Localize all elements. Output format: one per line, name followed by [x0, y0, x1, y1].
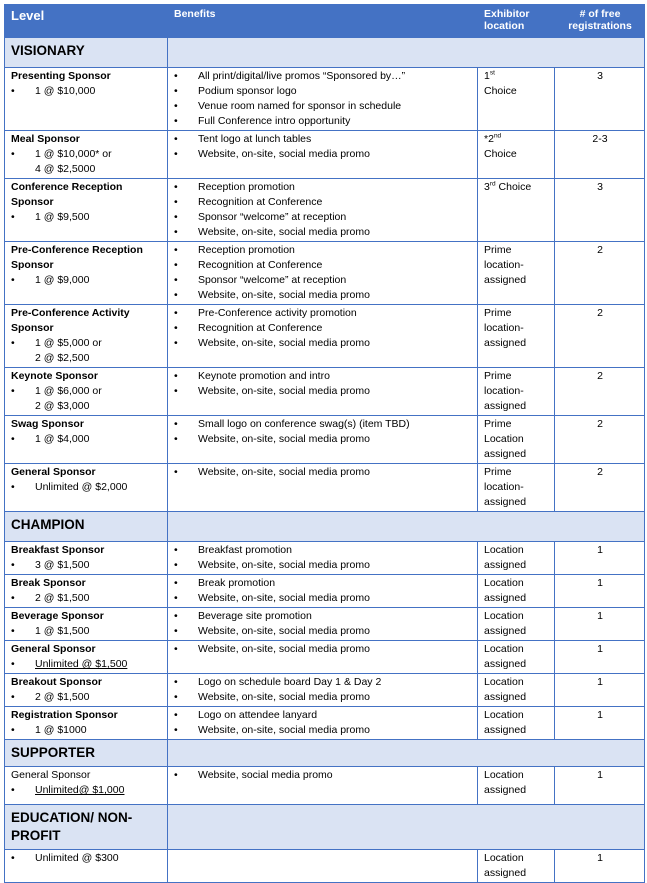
price-line: [11, 84, 162, 99]
benefit-item: • Small logo on conference swag(s) (item TBD): [174, 417, 472, 432]
price-line: [11, 851, 162, 866]
location-line: assigned: [484, 592, 527, 604]
sponsor-row: [5, 368, 645, 416]
sponsor-row: [5, 179, 645, 242]
registration-count: 3: [555, 179, 645, 242]
registration-count: 1: [555, 850, 645, 883]
section-spacer: [168, 38, 645, 68]
sponsor-row: [5, 305, 645, 368]
location-line: assigned: [484, 400, 527, 412]
price-text: 2 @ $3,000: [35, 400, 90, 412]
location-line: Prime: [484, 370, 512, 382]
sponsor-name: General Sponsor: [11, 769, 91, 781]
benefit-item: • Logo on schedule board Day 1 & Day 2: [174, 675, 472, 690]
sponsor-name: Conference Reception Sponsor: [11, 181, 123, 208]
location-line: Location: [484, 709, 524, 721]
sponsor-row: [5, 850, 645, 883]
price-line: [11, 432, 162, 447]
benefits-cell: [168, 368, 478, 416]
level-cell: [5, 542, 168, 575]
price-line: [11, 723, 162, 738]
price-text: 3 @ $1,500: [35, 559, 90, 571]
price-line: [11, 558, 162, 573]
sponsor-row: [5, 575, 645, 608]
location-line: 3rd Choice: [484, 180, 532, 193]
location-cell: [478, 767, 555, 805]
location-cell: [478, 305, 555, 368]
sponsor-row: [5, 641, 645, 674]
benefits-cell: [168, 850, 478, 883]
price-line: [11, 147, 162, 162]
section-row: [5, 38, 645, 68]
level-cell: [5, 850, 168, 883]
location-line: assigned: [484, 337, 527, 349]
sponsor-row: [5, 464, 645, 512]
benefits-cell: [168, 242, 478, 305]
section-title: CHAMPION: [5, 512, 168, 542]
location-line: location-: [484, 481, 524, 493]
sponsor-row: [5, 68, 645, 131]
sponsor-name: General Sponsor: [11, 643, 96, 655]
location-line: *2nd: [484, 132, 502, 145]
sponsor-name: Presenting Sponsor: [11, 70, 111, 82]
level-cell: [5, 464, 168, 512]
location-cell: [478, 464, 555, 512]
benefit-item: • Website, on-site, social media promo: [174, 288, 472, 303]
sponsor-row: [5, 542, 645, 575]
price-text: Unlimited @ $2,000: [35, 481, 128, 493]
location-line: Prime: [484, 466, 512, 478]
registration-count: 1: [555, 608, 645, 641]
location-cell: [478, 242, 555, 305]
benefit-item: • Keynote promotion and intro: [174, 369, 472, 384]
sponsor-name: Keynote Sponsor: [11, 370, 98, 382]
price-line: [11, 783, 162, 798]
location-header: Exhibitor location: [478, 5, 555, 38]
location-cell: [478, 707, 555, 740]
benefits-header: Benefits: [168, 5, 478, 38]
benefit-item: • Breakfast promotion: [174, 543, 472, 558]
price-text: 1 @ $10,000* or: [35, 148, 112, 160]
registration-count: 1: [555, 707, 645, 740]
location-line: Location: [484, 769, 524, 781]
benefit-item: • Reception promotion: [174, 180, 472, 195]
benefit-item: • Website, social media promo: [174, 768, 472, 783]
location-line: Location: [484, 643, 524, 655]
sponsor-row: [5, 674, 645, 707]
location-line: Location: [484, 433, 524, 445]
benefits-cell: [168, 674, 478, 707]
location-line: Location: [484, 544, 524, 556]
price-line: [11, 624, 162, 639]
location-cell: [478, 575, 555, 608]
section-spacer: [168, 512, 645, 542]
sponsor-row: [5, 608, 645, 641]
location-line: assigned: [484, 658, 527, 670]
registrations-header: # of free registrations: [555, 5, 645, 38]
price-line: [11, 399, 162, 414]
location-line: assigned: [484, 448, 527, 460]
benefit-item: • All print/digital/live promos “Sponsored by…”: [174, 69, 472, 84]
sponsor-name: Registration Sponsor: [11, 709, 118, 721]
location-line: Choice: [484, 148, 517, 160]
registration-count: 2: [555, 416, 645, 464]
section-title: VISIONARY: [5, 38, 168, 68]
location-line: Prime: [484, 418, 512, 430]
section-row: [5, 740, 645, 767]
price-line: [11, 591, 162, 606]
price-text: Unlimited@ $1,000: [35, 784, 125, 796]
level-cell: [5, 68, 168, 131]
level-cell: [5, 368, 168, 416]
registration-count: 1: [555, 767, 645, 805]
benefit-item: • Sponsor “welcome” at reception: [174, 210, 472, 225]
location-line: assigned: [484, 559, 527, 571]
benefit-item: • Website, on-site, social media promo: [174, 384, 472, 399]
location-line: 1st: [484, 69, 495, 82]
benefits-cell: [168, 464, 478, 512]
sponsor-name: Pre-Conference Activity Sponsor: [11, 307, 130, 334]
sponsor-row: [5, 131, 645, 179]
registration-count: 2: [555, 464, 645, 512]
benefit-item: • Beverage site promotion: [174, 609, 472, 624]
location-line: Prime: [484, 244, 512, 256]
location-line: Location: [484, 610, 524, 622]
benefit-item: • Pre-Conference activity promotion: [174, 306, 472, 321]
location-line: assigned: [484, 724, 527, 736]
level-cell: [5, 179, 168, 242]
benefit-item: • Website, on-site, social media promo: [174, 225, 472, 240]
location-line: Location: [484, 676, 524, 688]
benefit-item: • Podium sponsor logo: [174, 84, 472, 99]
benefit-item: • Website, on-site, social media promo: [174, 591, 472, 606]
level-cell: [5, 242, 168, 305]
price-line: [11, 480, 162, 495]
location-cell: [478, 608, 555, 641]
sponsor-row: [5, 242, 645, 305]
location-line: assigned: [484, 496, 527, 508]
benefits-cell: [168, 608, 478, 641]
location-line: assigned: [484, 691, 527, 703]
location-line: location-: [484, 259, 524, 271]
benefits-cell: [168, 131, 478, 179]
location-line: Prime: [484, 307, 512, 319]
sponsor-name: Meal Sponsor: [11, 133, 80, 145]
location-line: location-: [484, 385, 524, 397]
benefits-cell: [168, 305, 478, 368]
price-text: 2 @ $2,500: [35, 352, 90, 364]
benefit-item: • Break promotion: [174, 576, 472, 591]
level-cell: [5, 305, 168, 368]
benefits-cell: [168, 68, 478, 131]
location-line: location-: [484, 322, 524, 334]
benefit-item: • Website, on-site, social media promo: [174, 432, 472, 447]
section-title: EDUCATION/ NON-PROFIT: [5, 805, 168, 850]
section-row: [5, 805, 645, 850]
price-line: [11, 351, 162, 366]
section-spacer: [168, 805, 645, 850]
level-cell: [5, 608, 168, 641]
price-line: [11, 336, 162, 351]
price-text: 4 @ $2,5000: [35, 163, 96, 175]
table-body: [5, 38, 645, 883]
location-cell: [478, 542, 555, 575]
benefit-item: • Website, on-site, social media promo: [174, 147, 472, 162]
location-cell: [478, 850, 555, 883]
benefit-item: • Recognition at Conference: [174, 321, 472, 336]
location-cell: [478, 368, 555, 416]
registration-count: 2: [555, 242, 645, 305]
price-line: [11, 690, 162, 705]
level-cell: [5, 674, 168, 707]
level-cell: [5, 707, 168, 740]
price-line: [11, 384, 162, 399]
benefit-item: • Tent logo at lunch tables: [174, 132, 472, 147]
sponsorship-table: [4, 4, 645, 883]
benefit-item: • Website, on-site, social media promo: [174, 690, 472, 705]
location-line: assigned: [484, 274, 527, 286]
registration-count: 1: [555, 641, 645, 674]
sponsor-row: [5, 416, 645, 464]
price-text: 2 @ $1,500: [35, 592, 90, 604]
sponsor-row: [5, 707, 645, 740]
location-cell: [478, 131, 555, 179]
location-line: assigned: [484, 784, 527, 796]
benefit-item: • Website, on-site, social media promo: [174, 642, 472, 657]
location-line: assigned: [484, 867, 527, 879]
registration-count: 2: [555, 368, 645, 416]
benefits-cell: [168, 767, 478, 805]
benefit-item: • Website, on-site, social media promo: [174, 558, 472, 573]
benefits-cell: [168, 179, 478, 242]
price-line: [11, 210, 162, 225]
level-cell: [5, 767, 168, 805]
location-cell: [478, 674, 555, 707]
price-text: Unlimited @ $1,500: [35, 658, 128, 670]
benefit-item: • Logo on attendee lanyard: [174, 708, 472, 723]
registration-count: 2: [555, 305, 645, 368]
price-text: 1 @ $9,500: [35, 211, 90, 223]
location-line: Location: [484, 852, 524, 864]
benefit-item: • Recognition at Conference: [174, 195, 472, 210]
price-text: Unlimited @ $300: [35, 852, 119, 864]
registration-count: 2-3: [555, 131, 645, 179]
registration-count: 1: [555, 542, 645, 575]
benefit-item: • Venue room named for sponsor in schedule: [174, 99, 472, 114]
location-cell: [478, 179, 555, 242]
price-text: 1 @ $6,000 or: [35, 385, 102, 397]
sponsor-name: General Sponsor: [11, 466, 96, 478]
price-text: 1 @ $1000: [35, 724, 87, 736]
header-row: [5, 5, 645, 38]
benefit-item: • Full Conference intro opportunity: [174, 114, 472, 129]
sponsor-name: Pre-Conference Reception Sponsor: [11, 244, 143, 271]
benefit-item: • Reception promotion: [174, 243, 472, 258]
registration-count: 3: [555, 68, 645, 131]
sponsor-name: Swag Sponsor: [11, 418, 84, 430]
sponsor-name: Breakout Sponsor: [11, 676, 103, 688]
location-line: assigned: [484, 625, 527, 637]
price-line: [11, 657, 162, 672]
section-row: [5, 512, 645, 542]
location-line: Choice: [484, 85, 517, 97]
section-spacer: [168, 740, 645, 767]
price-text: 2 @ $1,500: [35, 691, 90, 703]
level-cell: [5, 575, 168, 608]
benefits-cell: [168, 542, 478, 575]
benefit-item: • Sponsor “welcome” at reception: [174, 273, 472, 288]
price-text: 1 @ $4,000: [35, 433, 90, 445]
sponsor-row: [5, 767, 645, 805]
price-text: 1 @ $1,500: [35, 625, 90, 637]
location-cell: [478, 416, 555, 464]
sponsor-name: Breakfast Sponsor: [11, 544, 105, 556]
price-line: [11, 162, 162, 177]
benefits-cell: [168, 707, 478, 740]
price-line: [11, 273, 162, 288]
level-cell: [5, 641, 168, 674]
registration-count: 1: [555, 674, 645, 707]
price-text: 1 @ $10,000: [35, 85, 96, 97]
location-cell: [478, 641, 555, 674]
price-text: 1 @ $9,000: [35, 274, 90, 286]
benefits-cell: [168, 641, 478, 674]
sponsor-name: Break Sponsor: [11, 577, 86, 589]
benefits-cell: [168, 416, 478, 464]
location-line: Location: [484, 577, 524, 589]
benefit-item: • Website, on-site, social media promo: [174, 465, 472, 480]
location-cell: [478, 68, 555, 131]
level-header: Level: [5, 5, 168, 38]
benefit-item: • Recognition at Conference: [174, 258, 472, 273]
sponsor-name: Beverage Sponsor: [11, 610, 104, 622]
benefit-item: • Website, on-site, social media promo: [174, 624, 472, 639]
price-text: 1 @ $5,000 or: [35, 337, 102, 349]
benefits-cell: [168, 575, 478, 608]
level-cell: [5, 416, 168, 464]
benefit-item: • Website, on-site, social media promo: [174, 336, 472, 351]
registration-count: 1: [555, 575, 645, 608]
level-cell: [5, 131, 168, 179]
section-title: SUPPORTER: [5, 740, 168, 767]
benefit-item: • Website, on-site, social media promo: [174, 723, 472, 738]
